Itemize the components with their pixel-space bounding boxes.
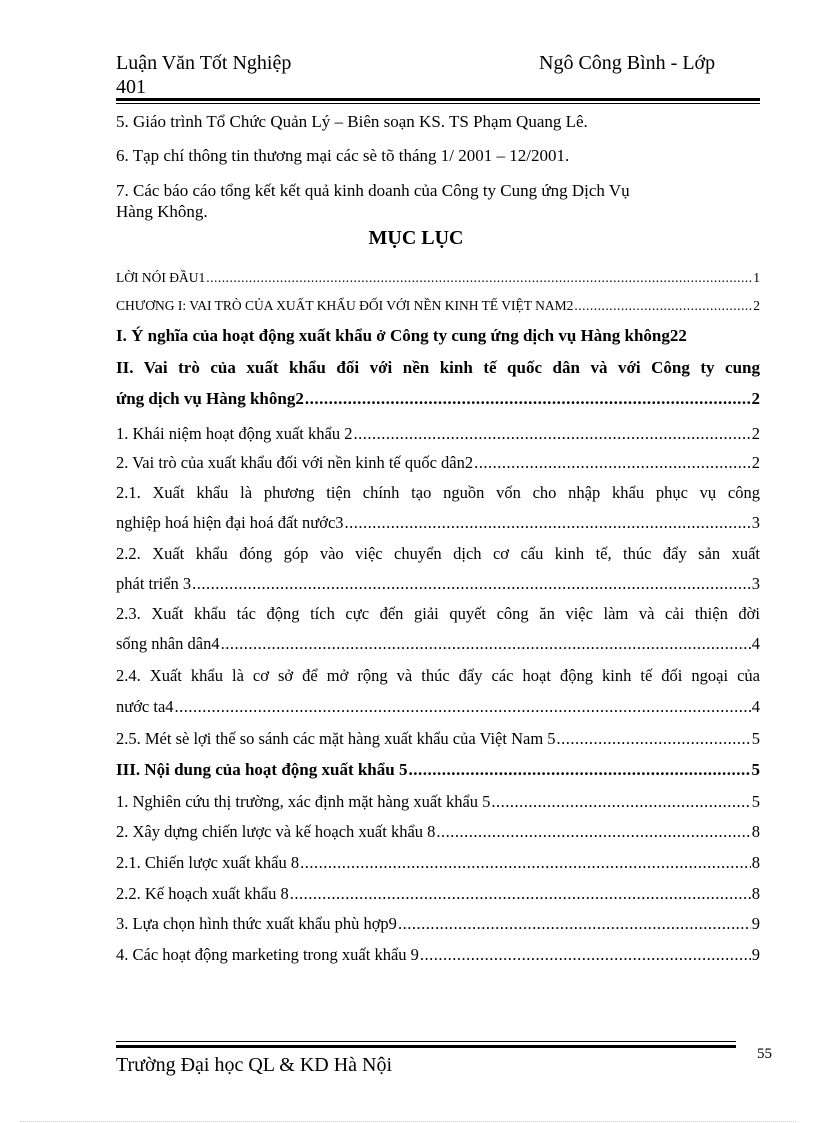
- toc-leader: [474, 453, 751, 473]
- toc-leader: [305, 389, 751, 409]
- toc-entry[interactable]: [116, 792, 760, 812]
- toc-page-number: 3: [751, 574, 760, 593]
- toc-entry[interactable]: [116, 822, 760, 842]
- toc-entry[interactable]: [116, 853, 760, 873]
- toc-leader: [574, 298, 752, 314]
- toc-entry-text: sống nhân dân4: [116, 634, 220, 653]
- toc-leader: [398, 914, 751, 934]
- toc-entry-line1[interactable]: 2.2. Xuất khẩu đóng góp vào việc chuyển dịch cơ cấu kinh tế, thúc đẩy sản xuất: [116, 544, 760, 563]
- header-rule-thick: [116, 98, 760, 101]
- toc-leader: [420, 945, 751, 965]
- toc-entry[interactable]: [116, 945, 760, 965]
- toc-entry-text: ứng dịch vụ Hàng không2: [116, 389, 304, 408]
- toc-leader: [290, 884, 751, 904]
- toc-entry[interactable]: [116, 298, 760, 314]
- toc-entry[interactable]: [116, 884, 760, 904]
- toc-entry[interactable]: [116, 453, 760, 473]
- toc-entry-text: nghiệp hoá hiện đại hoá đất nước3: [116, 513, 344, 532]
- header-title: Luận Văn Tốt Nghiệp: [116, 52, 292, 74]
- toc-entry[interactable]: [116, 424, 760, 444]
- footer-page-number: 55: [757, 1046, 772, 1062]
- toc-page-number: 8: [751, 884, 760, 903]
- toc-leader: [345, 513, 751, 533]
- toc-entry-text: III. Nội dung của hoạt động xuất khẩu 5: [116, 760, 408, 779]
- toc-entry-text: phát triển 3: [116, 574, 192, 593]
- toc-leader: [408, 760, 750, 780]
- toc-entry[interactable]: [116, 634, 760, 654]
- header-class-number: 401: [116, 76, 146, 98]
- toc-entry-text: 1. Nghiên cứu thị trường, xác định mặt hàng xuất khẩu 5: [116, 792, 491, 811]
- toc-entry-text: I. Ý nghĩa của hoạt động xuất khẩu ở Công ty cung ứng dịch vụ Hàng không22: [116, 326, 687, 345]
- toc-entry-text: 2.5. Mét sè lợi thế so sánh các mặt hàng xuất khẩu của Việt Nam 5: [116, 729, 556, 748]
- reference-item-continued: Hàng Không.: [116, 202, 208, 221]
- toc-leader: [192, 574, 751, 594]
- toc-entry-text: LỜI NÓI ĐẦU1: [116, 270, 206, 285]
- toc-page-number: 5: [751, 792, 760, 811]
- toc-page-number: 8: [751, 853, 760, 872]
- toc-entry-text: CHƯƠNG I: VAI TRÒ CỦA XUẤT KHẨU ĐỐI VỚI NỀN KINH TẾ VIỆT NAM2: [116, 298, 574, 313]
- reference-item: 5. Giáo trình Tổ Chức Quản Lý – Biên soạn KS. TS Phạm Quang Lê.: [116, 112, 588, 131]
- toc-page-number: 8: [751, 822, 760, 841]
- toc-entry-text: 2.2. Kế hoạch xuất khẩu 8: [116, 884, 289, 903]
- toc-entry-text: 2.1. Chiến lược xuất khẩu 8: [116, 853, 300, 872]
- toc-entry-line1[interactable]: II. Vai trò của xuất khẩu đối với nền kinh tế quốc dân và với Công ty cung: [116, 358, 760, 377]
- toc-page-number: 5: [751, 729, 760, 748]
- toc-page-number: 9: [751, 914, 760, 933]
- toc-entry[interactable]: [116, 389, 760, 409]
- toc-entry-text: 2. Vai trò của xuất khẩu đối với nền kinh tế quốc dân2: [116, 453, 474, 472]
- toc-entry-text: 3. Lựa chọn hình thức xuất khẩu phù hợp9: [116, 914, 397, 933]
- toc-entry-text: 2. Xây dựng chiến lược và kế hoạch xuất khẩu 8: [116, 822, 436, 841]
- footer-rule-thin: [116, 1041, 736, 1042]
- toc-leader: [491, 792, 750, 812]
- toc-entry-text: 1. Khái niệm hoạt động xuất khẩu 2: [116, 424, 353, 443]
- toc-leader: [300, 853, 751, 873]
- toc-page-number: 5: [751, 760, 760, 779]
- toc-entry[interactable]: [116, 914, 760, 934]
- toc-entry-line1[interactable]: 2.3. Xuất khẩu tác động tích cực đến giải quyết công ăn việc làm và cải thiện đời: [116, 604, 760, 623]
- toc-page-number: 4: [751, 697, 760, 716]
- toc-leader: [436, 822, 750, 842]
- toc-entry-line1[interactable]: 2.1. Xuất khẩu là phương tiện chính tạo nguồn vốn cho nhập khẩu phục vụ công: [116, 483, 760, 502]
- toc-leader: [221, 634, 751, 654]
- header-rule-thin: [116, 103, 760, 104]
- toc-entry-text: nước ta4: [116, 697, 174, 716]
- toc-entry[interactable]: [116, 513, 760, 533]
- toc-page-number: 2: [753, 298, 760, 313]
- toc-entry[interactable]: [116, 326, 760, 346]
- toc-entry-text: 4. Các hoạt động marketing trong xuất khẩu 9: [116, 945, 419, 964]
- header-author: Ngô Công Bình - Lớp: [539, 52, 716, 74]
- toc-page-number: 1: [753, 270, 760, 285]
- footer-rule-thick: [116, 1045, 736, 1048]
- toc-page-number: 2: [751, 453, 760, 472]
- toc-entry[interactable]: [116, 729, 760, 749]
- toc-page-number: 2: [751, 424, 760, 443]
- toc-entry[interactable]: [116, 760, 760, 780]
- toc-leader: [557, 729, 751, 749]
- toc-entry[interactable]: [116, 697, 760, 717]
- footer-school: Trường Đại học QL & KD Hà Nội: [116, 1054, 393, 1076]
- reference-item: 6. Tạp chí thông tin thương mại các sè tõ tháng 1/ 2001 – 12/2001.: [116, 146, 570, 165]
- toc-entry[interactable]: [116, 270, 760, 286]
- page-edge-divider: [20, 1121, 796, 1122]
- toc-title: MỤC LỤC: [368, 227, 464, 249]
- reference-item: 7. Các báo cáo tổng kết kết quả kinh doanh của Công ty Cung ứng Dịch Vụ: [116, 181, 630, 200]
- toc-page-number: 3: [751, 513, 760, 532]
- toc-page-number: 4: [751, 634, 760, 653]
- toc-entry[interactable]: [116, 574, 760, 594]
- toc-leader: [353, 424, 750, 444]
- toc-page-number: 2: [751, 389, 760, 408]
- toc-leader: [175, 697, 751, 717]
- toc-entry-line1[interactable]: 2.4. Xuất khẩu là cơ sở để mở rộng và thúc đẩy các hoạt động kinh tế đối ngoại của: [116, 666, 760, 685]
- toc-page-number: 9: [751, 945, 760, 964]
- toc-leader: [206, 270, 752, 286]
